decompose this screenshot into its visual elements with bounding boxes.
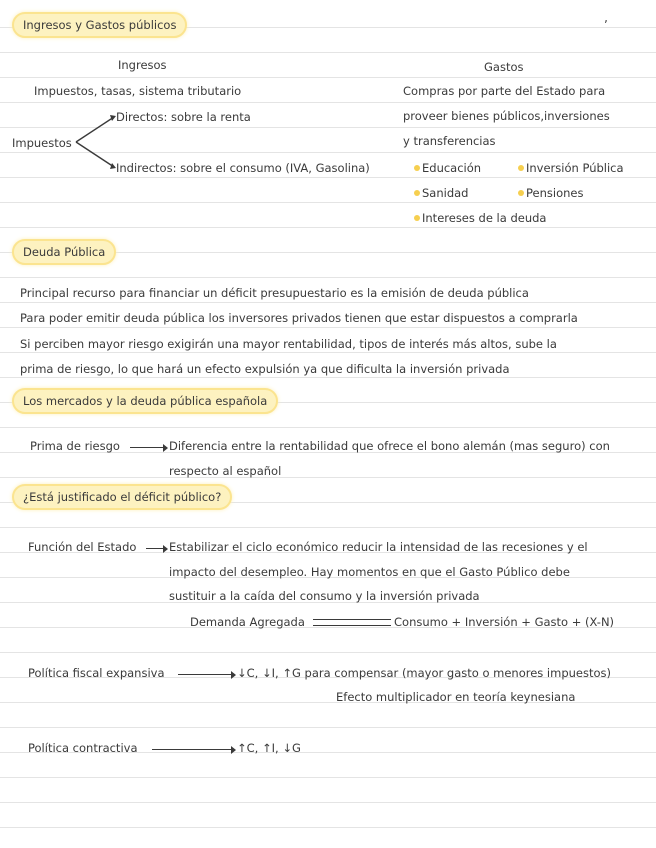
prima-def-2: respecto al español (169, 464, 282, 478)
deuda-line-3: Si perciben mayor riesgo exigirán una mayor rentabilidad, tipos de interés más altos, sube la (20, 337, 557, 351)
prima-arrow-icon (130, 447, 166, 448)
bullet-icon (414, 165, 420, 171)
deuda-line-2: Para poder emitir deuda pública los inversores privados tienen que estar dispuestos a comprarla (20, 311, 578, 325)
directos-text: Directos: sobre la renta (116, 110, 251, 124)
gastos-line-3: y transferencias (403, 134, 496, 148)
demanda-formula: Consumo + Inversión + Gasto + (X-N) (394, 615, 615, 629)
impuestos-label: Impuestos (12, 136, 72, 150)
expansiva-effect: ↓C, ↓I, ↑G para compensar (mayor gasto o menores impuestos) (237, 666, 612, 680)
expansiva-note: Efecto multiplicador en teoría keynesiana (336, 690, 576, 704)
contractiva-arrow-icon (152, 749, 234, 750)
funcion-line-1: Estabilizar el ciclo económico reducir la intensidad de las recesiones y el (169, 540, 588, 554)
gastos-item-sanidad: Sanidad (414, 186, 468, 200)
bullet-icon (414, 190, 420, 196)
branch-arrows (74, 113, 118, 171)
section-header-mercados: Los mercados y la deuda pública española (12, 388, 278, 414)
gastos-item-intereses: Intereses de la deuda (414, 211, 546, 225)
gastos-item-inversion: Inversión Pública (518, 161, 624, 175)
bullet-icon (414, 215, 420, 221)
demanda-label: Demanda Agregada (190, 615, 305, 629)
funcion-line-2: impacto del desempleo. Hay momentos en que el Gasto Público debe (169, 565, 570, 579)
gastos-line-1: Compras por parte del Estado para (403, 84, 606, 98)
ingresos-line: Impuestos, tasas, sistema tributario (34, 84, 242, 98)
gastos-item-educacion: Educación (414, 161, 481, 175)
section-header-deuda: Deuda Pública (12, 239, 116, 265)
deuda-line-1: Principal recurso para financiar un déficit presupuestario es la emisión de deuda pública (20, 286, 529, 300)
expansiva-label: Política fiscal expansiva (28, 666, 165, 680)
deuda-line-4: prima de riesgo, lo que hará un efecto expulsión ya que dificulta la inversión privada (20, 362, 510, 376)
bullet-icon (518, 190, 524, 196)
funcion-arrow-icon (146, 548, 166, 549)
contractiva-effect: ↑C, ↑I, ↓G (237, 741, 301, 755)
ingresos-title: Ingresos (118, 58, 167, 72)
indirectos-text: Indirectos: sobre el consumo (IVA, Gasolina) (116, 161, 370, 175)
prima-label: Prima de riesgo (30, 439, 120, 453)
gastos-line-2: proveer bienes públicos,inversiones (403, 109, 610, 123)
gastos-item-pensiones: Pensiones (518, 186, 583, 200)
funcion-label: Función del Estado (28, 540, 137, 554)
expansiva-arrow-icon (178, 674, 234, 675)
funcion-line-3: sustituir a la caída del consumo y la inversión privada (169, 589, 480, 603)
prima-def-1: Diferencia entre la rentabilidad que ofrece el bono alemán (mas seguro) con (169, 439, 610, 453)
corner-mark: ʼ (604, 18, 608, 32)
gastos-title: Gastos (484, 60, 524, 74)
section-header-justificado: ¿Está justificado el déficit público? (12, 484, 232, 510)
equals-icon (313, 619, 391, 626)
contractiva-label: Política contractiva (28, 741, 138, 755)
section-header-ingresos-gastos: Ingresos y Gastos públicos (12, 12, 187, 38)
bullet-icon (518, 165, 524, 171)
